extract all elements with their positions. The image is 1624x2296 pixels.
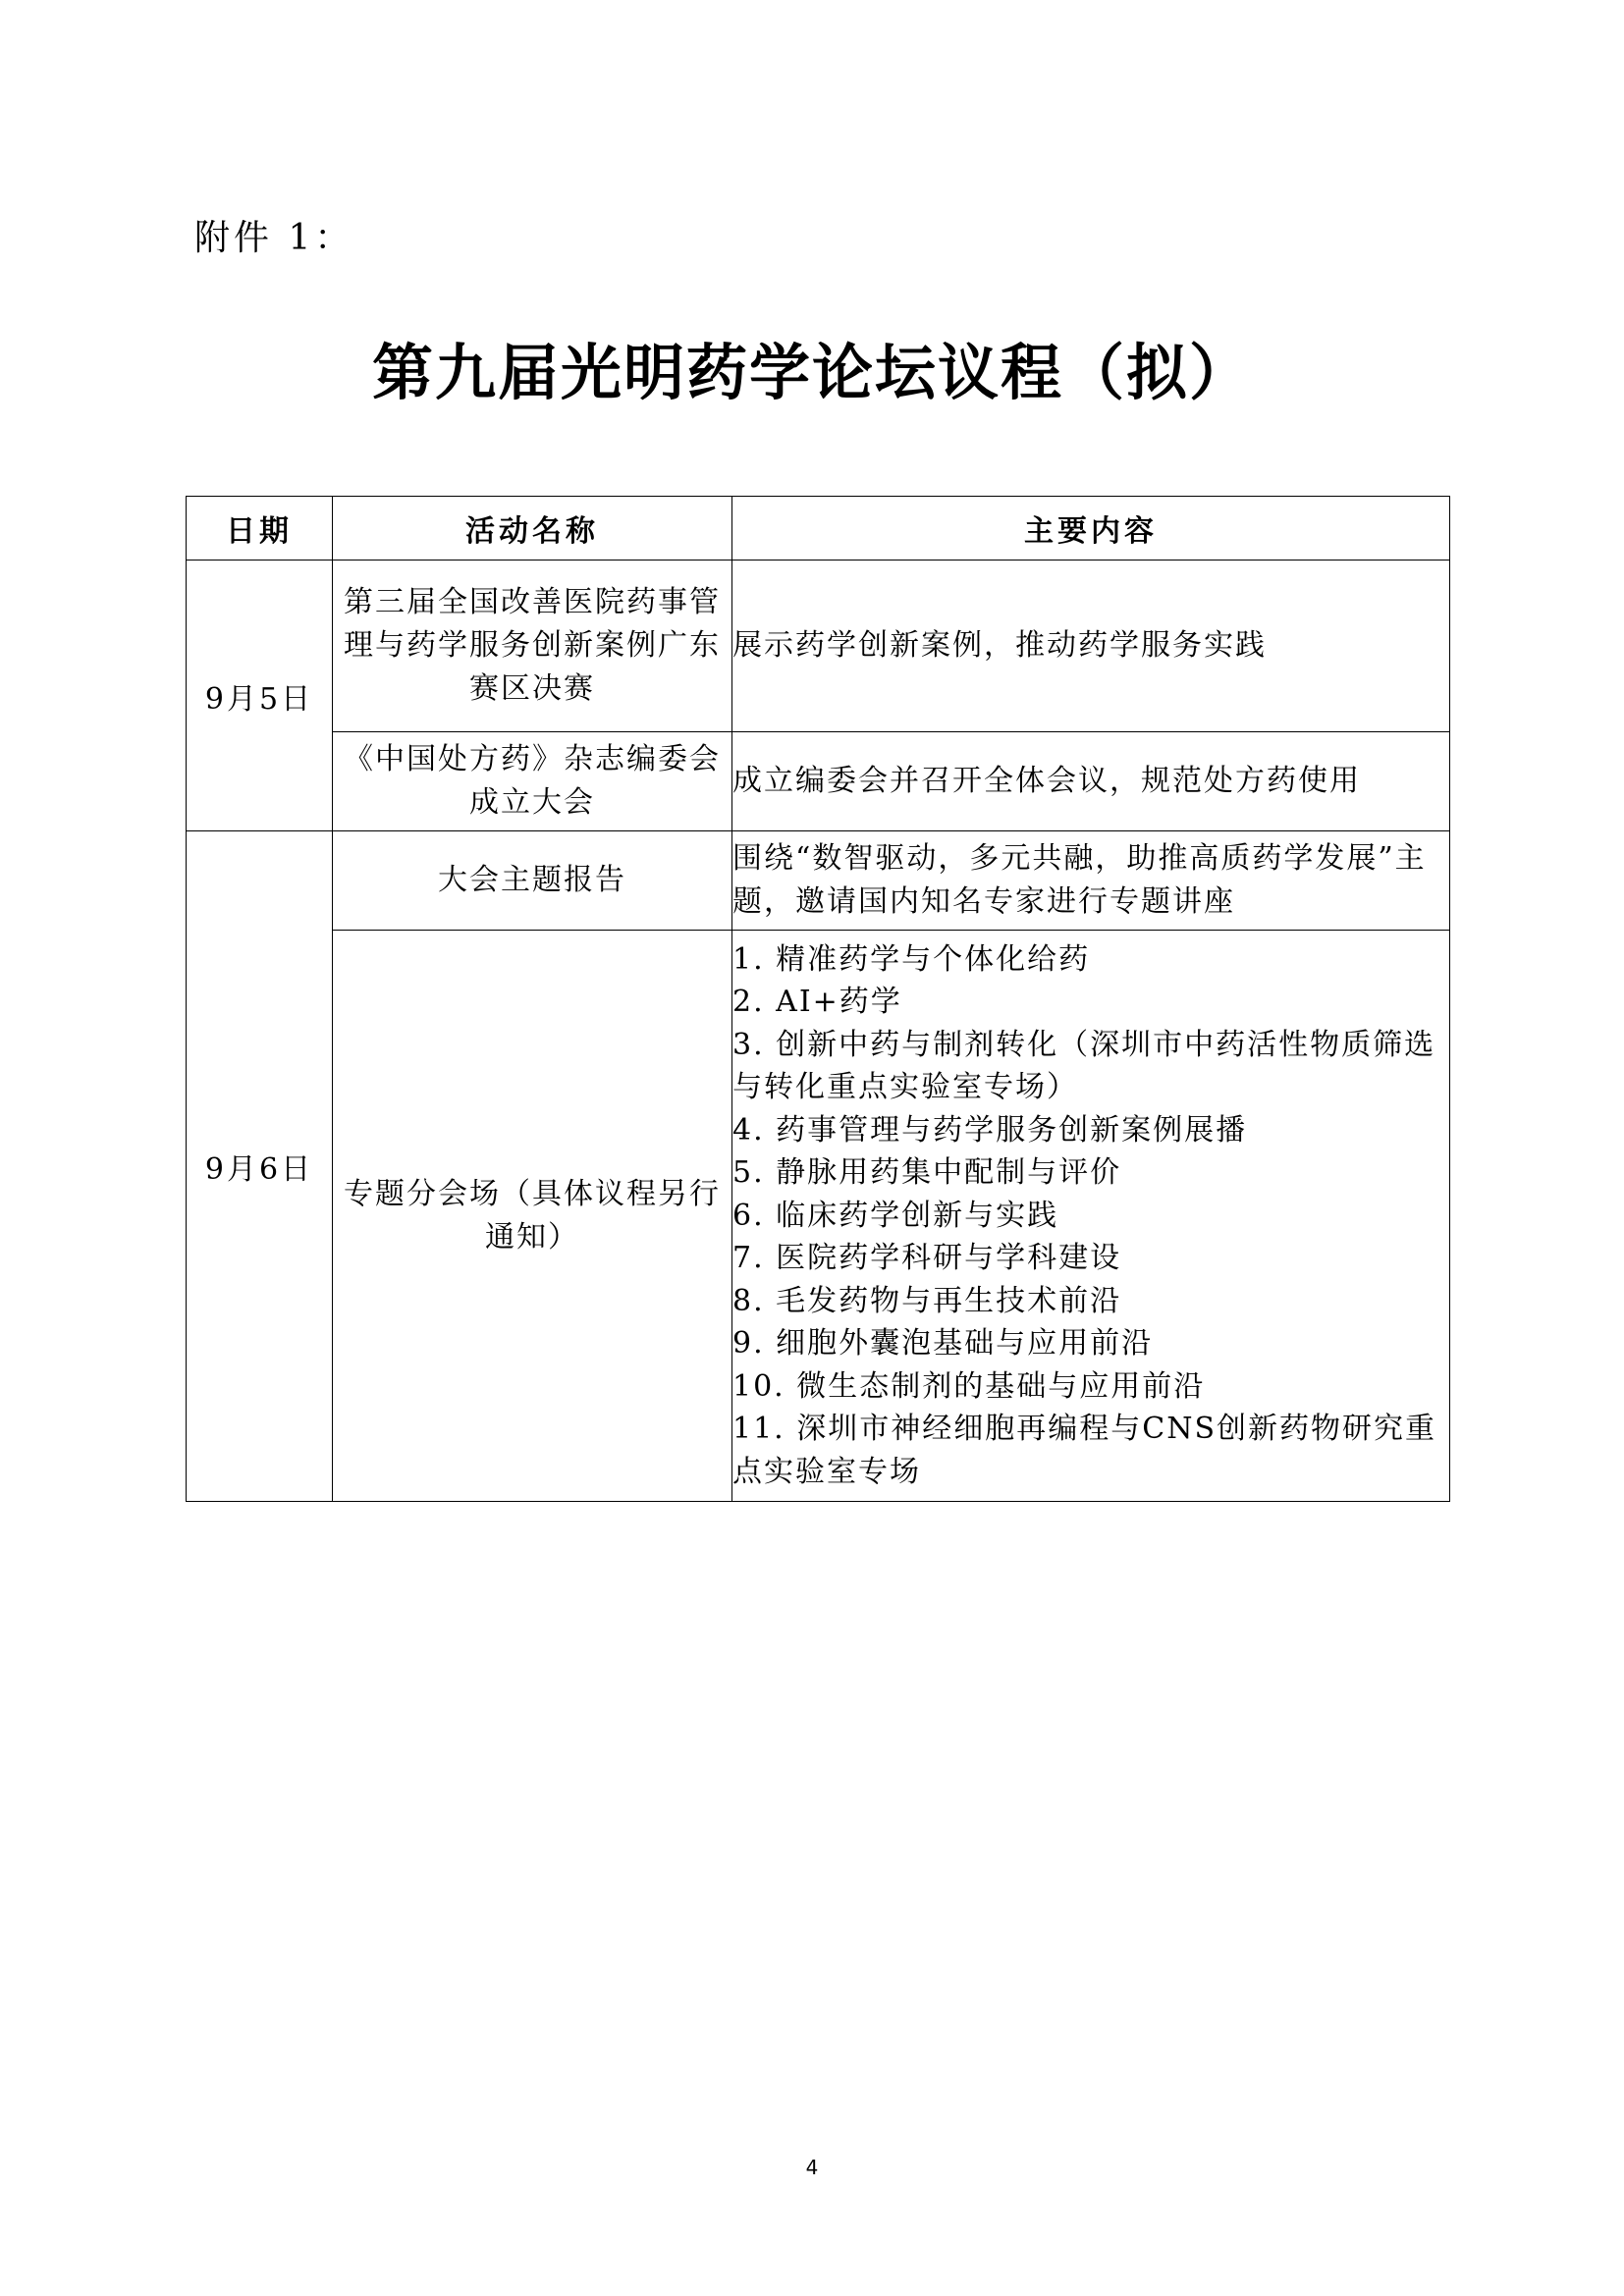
content-cell: 展示药学创新案例，推动药学服务实践 [732,561,1450,732]
activity-name-cell: 大会主题报告 [333,831,732,931]
list-item: 6. 临床药学创新与实践 [732,1198,1059,1233]
table-row [187,561,1450,732]
date-cell: 9月6日 [187,831,333,1502]
activity-name-cell: 第三届全国改善医院药事管理与药学服务创新案例广东赛区决赛 [333,561,732,732]
attachment-label: 附件 1： [194,218,354,258]
table-row [187,931,1450,1502]
header-date: 日期 [187,497,333,561]
list-item: 2. AI+药学 [732,985,902,1020]
page-number: 4 [805,2156,819,2179]
header-activity-name: 活动名称 [333,497,732,561]
list-item: 5. 静脉用药集中配制与评价 [732,1155,1122,1191]
activity-name-cell: 专题分会场（具体议程另行通知） [333,931,732,1502]
content-cell: 成立编委会并召开全体会议，规范处方药使用 [732,732,1450,831]
list-item: 9. 细胞外囊泡基础与应用前沿 [732,1326,1154,1362]
page-title: 第九届光明药学论坛议程（拟） [371,337,1252,408]
header-main-content: 主要内容 [732,497,1450,561]
activity-name-cell: 《中国处方药》杂志编委会成立大会 [333,732,732,831]
table-row [187,831,1450,931]
list-item: 8. 毛发药物与再生技术前沿 [732,1283,1122,1318]
content-cell: 围绕“数智驱动，多元共融，助推高质药学发展”主题，邀请国内知名专家进行专题讲座 [732,831,1450,931]
table-row [187,732,1450,831]
list-item: 4. 药事管理与药学服务创新案例展播 [732,1112,1248,1148]
list-item: 11. 深圳市神经细胞再编程与CNS创新药物研究重点实验室专场 [732,1412,1437,1489]
list-item: 7. 医院药学科研与学科建设 [732,1241,1122,1276]
date-cell: 9月5日 [187,561,333,831]
list-item: 3. 创新中药与制剂转化（深圳市中药活性物质筛选与转化重点实验室专场） [732,1027,1436,1105]
agenda-table [186,496,1450,1502]
content-cell [732,931,1450,1502]
list-item: 10. 微生态制剂的基础与应用前沿 [732,1368,1206,1404]
table-header-row [187,497,1450,561]
list-item: 1. 精准药学与个体化给药 [732,941,1091,977]
